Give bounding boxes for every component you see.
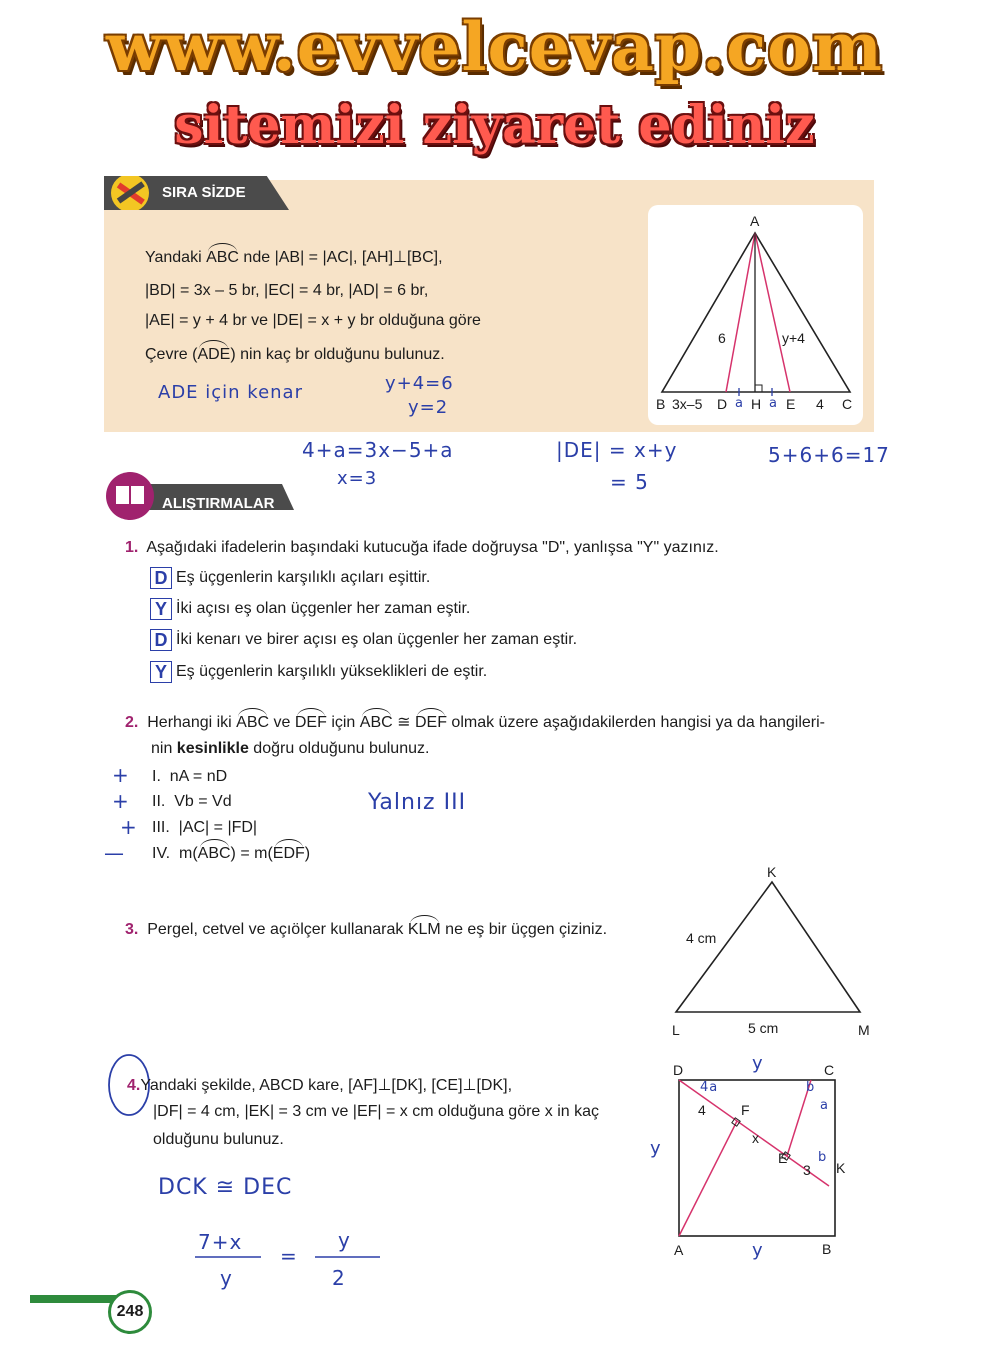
hand-fig-a1: a: [735, 396, 744, 411]
q4-hand-y-left: y: [650, 1138, 662, 1159]
q4-hand-b2: b: [818, 1150, 828, 1165]
q2-prompt-line2: nin kesinlikle doğru olduğunu bulunuz.: [151, 740, 430, 757]
q3-prompt: 3. Pergel, cetvel ve açıölçer kullanarak KLM ne eş bir üçgen çiziniz.: [125, 921, 608, 938]
page-number: 248: [108, 1290, 152, 1334]
fig-label-d: D: [717, 396, 728, 412]
q4-hand-a: a: [820, 1098, 829, 1113]
q4-prompt-line1: 4.Yandaki şekilde, ABCD kare, [AF]⊥[DK], [CE]⊥[DK],: [127, 1077, 513, 1094]
q4-hand-den2: 2: [332, 1266, 346, 1290]
hand-fig-a2: a: [769, 396, 778, 411]
hand-x3: x=3: [337, 468, 378, 489]
ruler-pencil-icon: [108, 176, 158, 210]
q4-hand-y-top: y: [752, 1053, 764, 1074]
q2-option-2: II. Vb = Vd: [152, 793, 232, 810]
sq-label-f: F: [741, 1102, 750, 1118]
q1-item-4: Y Eş üçgenlerin karşılıklı yükseklikleri de eştir.: [150, 661, 487, 683]
sira-line2: |BD| = 3x – 5 br, |EC| = 4 br, |AD| = 6 br,: [145, 282, 429, 299]
klm-label-kl: 4 cm: [686, 930, 717, 946]
q4-hand-4a: 4a: [700, 1080, 719, 1095]
q1-item-3: D İki kenarı ve birer açısı eş olan üçgenler her zaman eştir.: [150, 629, 577, 651]
q1-checkbox-2[interactable]: Y: [150, 598, 172, 620]
q4-hand-congruence: DCK ≅ DEC: [158, 1175, 293, 1200]
sira-line4: Çevre (ADE) nin kaç br olduğunu bulunuz.: [145, 346, 445, 363]
sq-label-k: K: [836, 1160, 846, 1176]
alistirmalar-title: ALIŞTIRMALAR: [162, 495, 275, 512]
fig-label-a: A: [750, 213, 760, 229]
hand-perimeter: 5+6+6=17: [768, 443, 890, 467]
sq-label-ef: x: [752, 1130, 759, 1146]
sq-label-b: B: [822, 1241, 832, 1257]
sq-label-ek: 3: [803, 1162, 811, 1178]
klm-label-m: M: [858, 1022, 870, 1038]
q2-option-4: IV. m(ABC) = m(EDF): [152, 845, 311, 862]
klm-label-lm: 5 cm: [748, 1020, 779, 1036]
fig-label-b: B: [656, 396, 666, 412]
q2-option-1: I. nA = nD: [152, 768, 228, 785]
hand-y4: y+4=6: [385, 373, 454, 394]
sq-label-df: 4: [698, 1102, 706, 1118]
q4-hand-b1: b: [806, 1080, 816, 1095]
fig-label-ec: 4: [816, 396, 824, 412]
q4-hand-y-bottom: y: [752, 1240, 764, 1261]
sq-label-c: C: [824, 1062, 835, 1078]
q2-prompt-line1: 2. Herhangi iki ABC ve DEF için ABC ≅ DEF olmak üzere aşağıdakilerden hangisi ya da hangileri-: [125, 714, 825, 731]
q1-checkbox-1[interactable]: D: [150, 567, 172, 589]
hand-y2: y=2: [408, 397, 449, 418]
q1-checkbox-4[interactable]: Y: [150, 661, 172, 683]
fig-label-bd: 3x–5: [672, 396, 703, 412]
klm-label-l: L: [672, 1022, 680, 1038]
q1-item-1: D Eş üçgenlerin karşılıklı açıları eşittir.: [150, 567, 430, 589]
q4-prompt-line2: |DF| = 4 cm, |EK| = 3 cm ve |EF| = x cm olduğuna göre x in kaç: [153, 1103, 599, 1120]
q2-mark-2: +: [112, 789, 130, 813]
sira-line3: |AE| = y + 4 br ve |DE| = x + y br olduğuna göre: [145, 312, 481, 329]
sq-label-e: E: [778, 1150, 788, 1166]
fig-label-e: E: [786, 396, 796, 412]
hand-eq: 4+a=3x−5+a: [302, 438, 454, 462]
page-bar: [30, 1295, 120, 1303]
q1-item-2: Y İki açısı eş olan üçgenler her zaman eştir.: [150, 598, 470, 620]
sira-sizde-title: SIRA SİZDE: [162, 184, 246, 201]
sira-line1: Yandaki ABC nde |AB| = |AC|, [AH]⊥[BC],: [145, 249, 443, 266]
q2-option-3: III. |AC| = |FD|: [152, 819, 258, 836]
q2-mark-3: +: [120, 815, 138, 839]
sq-label-d: D: [673, 1062, 684, 1078]
q4-hand-num: 7+x: [198, 1230, 243, 1254]
q2-mark-4: —: [104, 841, 125, 865]
hand-de5: = 5: [610, 470, 649, 494]
q1-checkbox-3[interactable]: D: [150, 629, 172, 651]
q4-hand-den: y: [220, 1266, 233, 1290]
isosceles-triangle-figure: [648, 205, 863, 425]
q4-prompt-line3: olduğunu bulunuz.: [153, 1131, 284, 1148]
q4-hand-num2: y: [338, 1228, 351, 1252]
q1-prompt: 1. Aşağıdaki ifadelerin başındaki kutucuğa ifade doğruysa "D", yanlışsa "Y" yazınız.: [125, 539, 719, 556]
fig-label-ad: 6: [718, 330, 726, 346]
site-tagline: sitemizi ziyaret ediniz: [174, 95, 815, 156]
site-banner: www.evvelcevap.com: [106, 8, 883, 86]
q2-answer: Yalnız III: [368, 790, 467, 815]
klm-label-k: K: [767, 864, 777, 880]
fig-label-c: C: [842, 396, 853, 412]
hand-ade-kenar: ADE için kenar: [158, 382, 303, 403]
fig-label-ae: y+4: [782, 330, 805, 346]
q4-hand-eq: =: [280, 1244, 298, 1268]
sq-label-a: A: [674, 1242, 684, 1258]
fig-label-h: H: [751, 396, 762, 412]
hand-de: |DE| = x+y: [556, 438, 678, 462]
q2-mark-1: +: [112, 763, 130, 787]
